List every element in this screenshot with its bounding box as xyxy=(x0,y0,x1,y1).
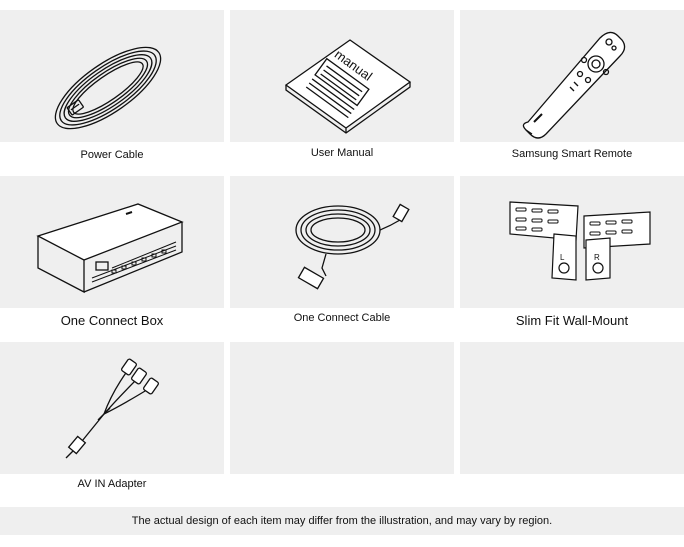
item-label: AV IN Adapter xyxy=(77,478,147,490)
wall-mount-left-mark: L xyxy=(560,253,565,262)
footer-note: The actual design of each item may differ from the illustration, and may vary by region. xyxy=(0,507,684,535)
one-connect-cable-icon xyxy=(230,176,454,308)
wall-mount-icon xyxy=(460,176,684,308)
av-in-adapter-image xyxy=(0,342,224,474)
smart-remote-image xyxy=(460,10,684,142)
item-label: Power Cable xyxy=(80,149,144,161)
item-label: User Manual xyxy=(310,147,374,159)
smart-remote-icon xyxy=(460,10,684,142)
wall-mount-image xyxy=(460,176,684,308)
user-manual-image xyxy=(230,10,454,142)
item-label: Samsung Smart Remote xyxy=(511,148,633,160)
user-manual-icon xyxy=(230,10,454,142)
item-label: One Connect Box xyxy=(60,313,164,328)
manual-cover-text: manual xyxy=(331,46,376,84)
one-connect-box-image xyxy=(0,176,224,308)
wall-mount-right-mark: R xyxy=(594,253,600,262)
empty-image-box xyxy=(460,342,684,474)
item-label: Slim Fit Wall-Mount xyxy=(515,313,629,328)
av-in-adapter-icon xyxy=(0,342,224,474)
one-connect-cable-image xyxy=(230,176,454,308)
item-label: One Connect Cable xyxy=(293,312,391,324)
power-cable-icon xyxy=(0,10,224,142)
power-cable-image xyxy=(0,10,224,142)
empty-image-box xyxy=(230,342,454,474)
one-connect-box-icon xyxy=(0,176,224,308)
